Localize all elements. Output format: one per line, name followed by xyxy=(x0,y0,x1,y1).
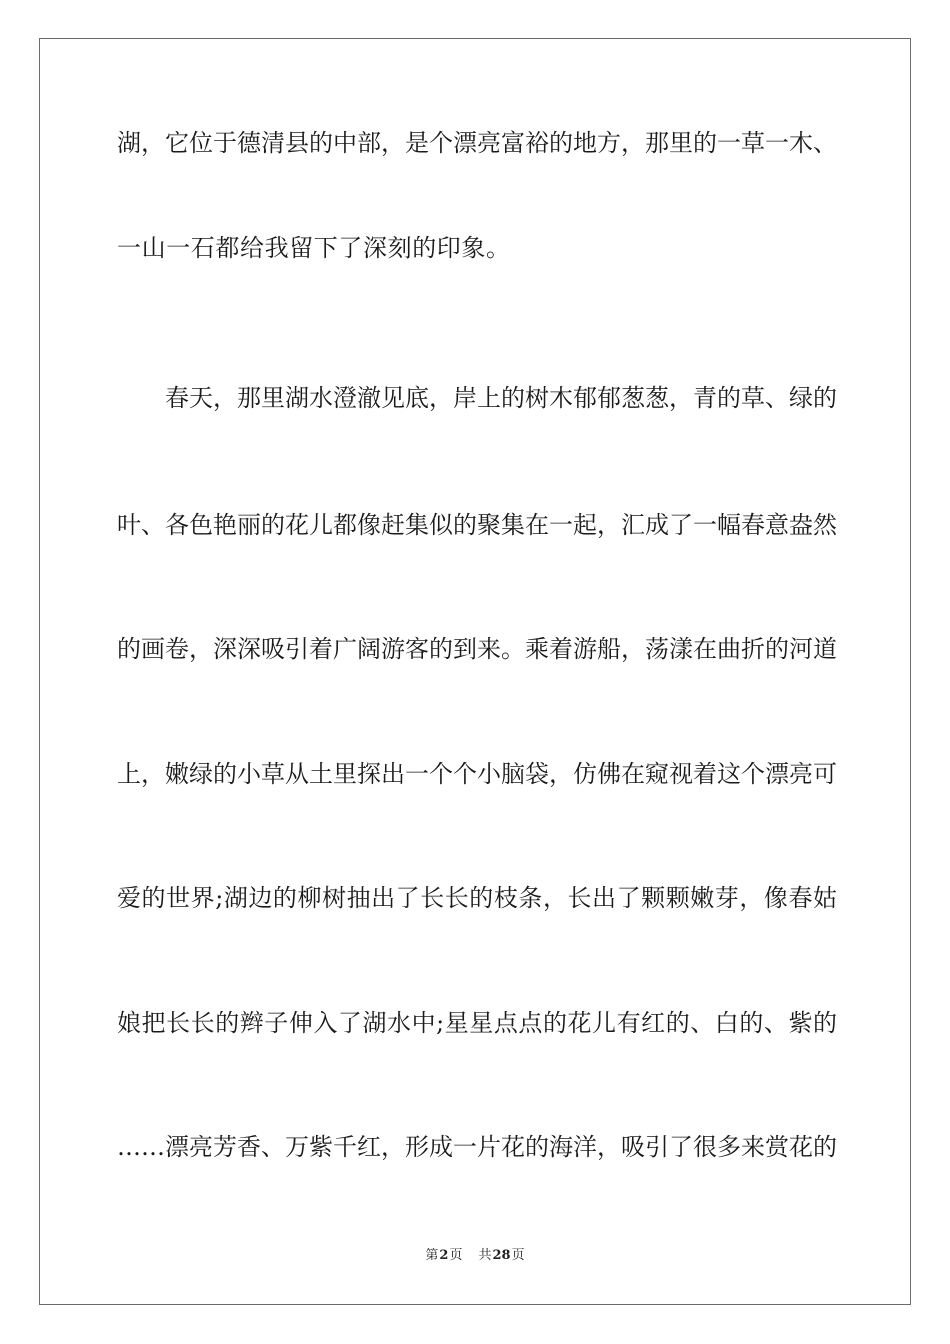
body-line-7: 爱的世界;湖边的柳树抽出了长长的枝条，长出了颗颗嫩芽，像春姑 xyxy=(117,884,837,912)
footer-total-prefix: 共 xyxy=(478,1248,492,1263)
body-line-4: 叶、各色艳丽的花儿都像赶集似的聚集在一起，汇成了一幅春意盎然 xyxy=(117,511,837,539)
footer-page-current: 2 xyxy=(439,1248,449,1263)
body-line-8: 娘把长长的辫子伸入了湖水中;星星点点的花儿有红的、白的、紫的 xyxy=(117,1009,837,1037)
body-line-5: 的画卷，深深吸引着广阔游客的到来。乘着游船，荡漾在曲折的河道 xyxy=(117,635,837,663)
body-line-6: 上，嫩绿的小草从土里探出一个个小脑袋，仿佛在窥视着这个漂亮可 xyxy=(117,760,837,788)
footer-page-total: 28 xyxy=(492,1248,511,1263)
page-footer xyxy=(0,1246,950,1266)
body-line-2: 一山一石都给我留下了深刻的印象。 xyxy=(117,234,511,262)
footer-page-suffix: 页 xyxy=(449,1248,463,1263)
body-line-1: 湖，它位于德清县的中部，是个漂亮富裕的地方，那里的一草一木、 xyxy=(117,129,837,157)
footer-page-prefix: 第 xyxy=(425,1248,439,1263)
footer-total-suffix: 页 xyxy=(511,1248,525,1263)
body-line-9: ……漂亮芳香、万紫千红，形成一片花的海洋，吸引了很多来赏花的 xyxy=(117,1133,837,1161)
body-line-3: 春天，那里湖水澄澈见底，岸上的树木郁郁葱葱，青的草、绿的 xyxy=(165,384,837,412)
